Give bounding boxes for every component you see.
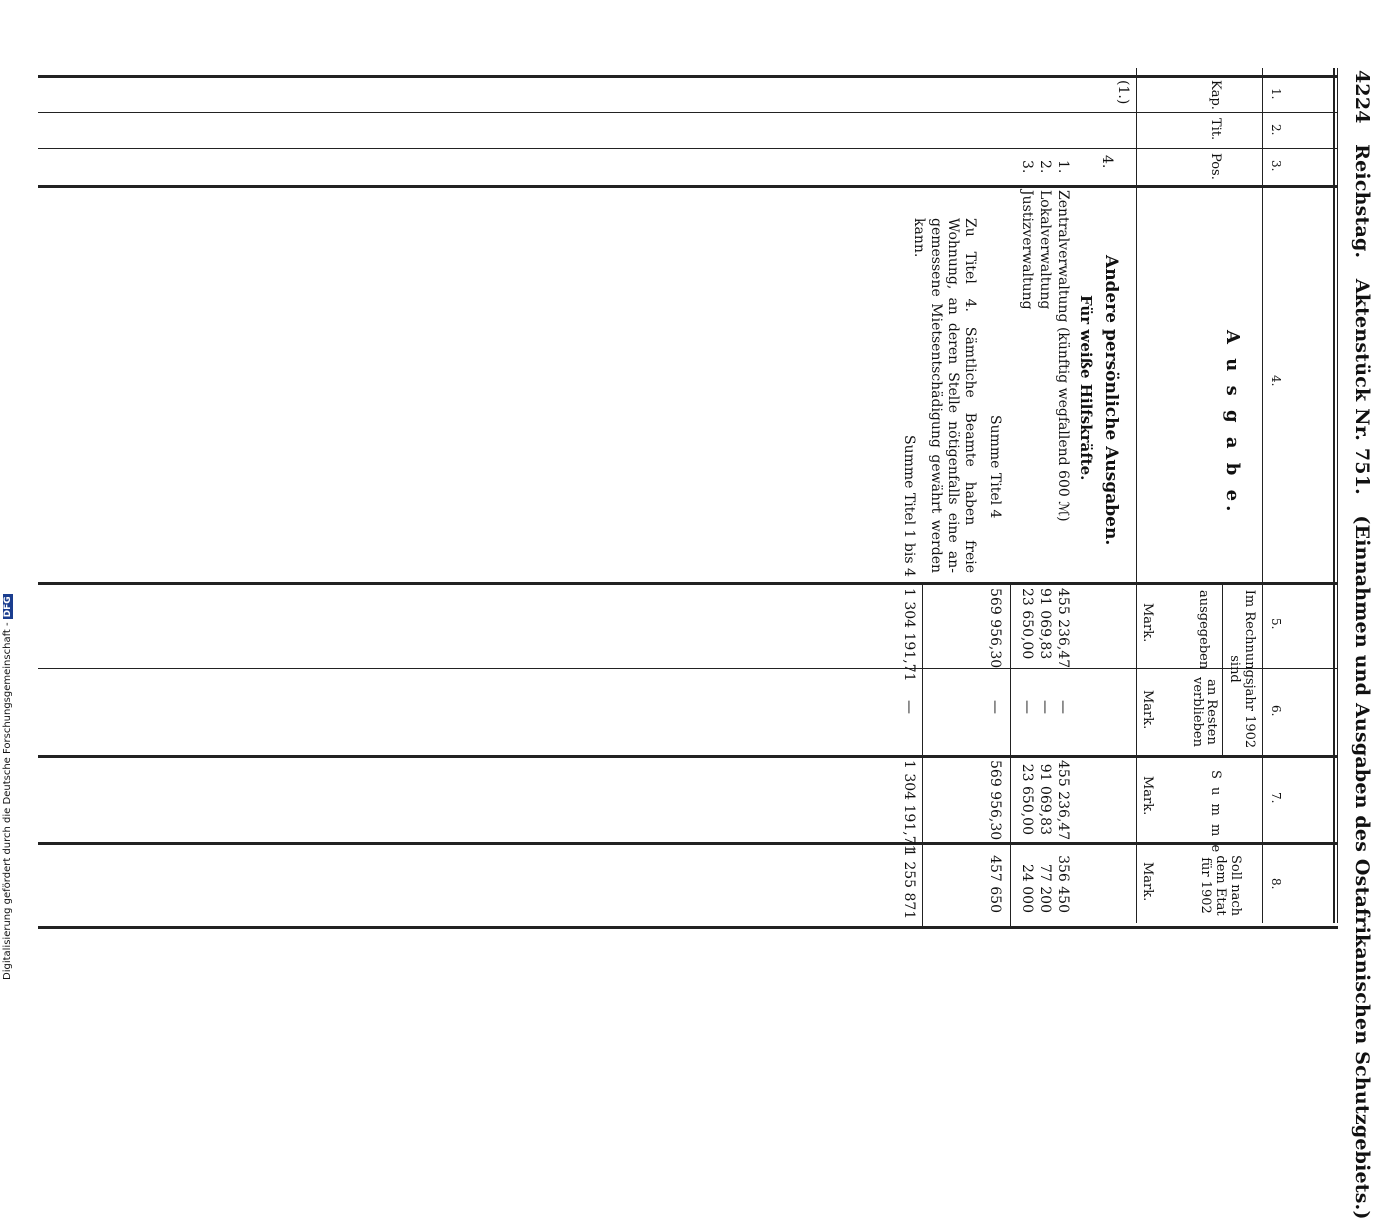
total-title4-summe: 569 956,30 bbox=[987, 760, 1003, 841]
row-3-ausgegeben: 23 650,00 bbox=[1019, 588, 1035, 660]
colnum-7: 7. bbox=[1269, 792, 1283, 804]
col-border-2 bbox=[38, 112, 1338, 113]
total-title4-ausgegeben: 569 956,30 bbox=[987, 588, 1003, 669]
row-1-text: Zentralverwaltung (künftig wegfallend 600 ℳ) bbox=[1055, 190, 1071, 522]
header-summe: S u m m e bbox=[1208, 770, 1223, 855]
header-mark-6: Mark. bbox=[1140, 690, 1155, 730]
dfg-logo: DFG bbox=[3, 596, 13, 618]
col-border-3 bbox=[38, 148, 1338, 149]
total-title4-label: Summe Titel 4 bbox=[987, 415, 1003, 519]
titel-number: 4. bbox=[1099, 155, 1115, 169]
total-1-4-soll: 1 255 871 bbox=[901, 848, 917, 920]
row-1-ausgegeben: 455 236,47 bbox=[1055, 588, 1071, 669]
section-subheading: Für weiße Hilfskräfte. bbox=[1077, 295, 1095, 481]
col-border-5 bbox=[38, 582, 1338, 585]
col-border-9 bbox=[38, 926, 1338, 929]
header-an-resten: an Resten verblieben bbox=[1190, 677, 1219, 747]
header-rechnungsjahr: Im Rechnungsjahr 1902 sind bbox=[1227, 589, 1257, 749]
header-rule bbox=[1136, 68, 1137, 923]
header-tit: Tit. bbox=[1208, 118, 1223, 141]
row-2-soll: 77 200 bbox=[1037, 864, 1053, 913]
row-2-text: Lokalverwaltung bbox=[1037, 190, 1053, 310]
col-border-1 bbox=[38, 75, 1338, 78]
row-2-reste: — bbox=[1037, 700, 1053, 714]
total-1-4-label: Summe Titel 1 bis 4 bbox=[901, 435, 917, 577]
running-head bbox=[1351, 70, 1373, 1220]
head-rule-double bbox=[1333, 68, 1335, 923]
col-border-8 bbox=[38, 842, 1338, 845]
source-name: Reichstag. bbox=[1351, 144, 1373, 259]
row-3-text: Justizverwaltung bbox=[1019, 190, 1035, 310]
credit-text: Digitalisierung gefördert durch die Deutsche Forschungsgemeinschaft - bbox=[2, 622, 13, 980]
sum-rule-1 bbox=[1010, 582, 1011, 926]
header-soll: Soll nach dem Etat für 1902 bbox=[1198, 855, 1243, 916]
col-border-7 bbox=[38, 755, 1338, 758]
colnum-6: 6. bbox=[1269, 705, 1283, 717]
total-title4-reste: — bbox=[987, 700, 1003, 714]
header-mark-5: Mark. bbox=[1140, 603, 1155, 643]
document-title: (Einnahmen und Ausgaben des Ostafrikanischen Schutzgebiets.) bbox=[1351, 515, 1373, 1220]
row-1-pos: 1. bbox=[1055, 160, 1071, 174]
row-3-soll: 24 000 bbox=[1019, 864, 1035, 913]
header-mark-7: Mark. bbox=[1140, 776, 1155, 816]
row-2-pos: 2. bbox=[1037, 160, 1053, 174]
colnum-2: 2. bbox=[1269, 124, 1283, 136]
page-number: 4224 bbox=[1351, 70, 1373, 124]
colnum-1: 1. bbox=[1269, 88, 1283, 100]
row-2-summe: 91 069,83 bbox=[1037, 763, 1053, 835]
header-kap: Kap. bbox=[1208, 80, 1223, 110]
col-border-4 bbox=[38, 185, 1338, 188]
row-3-reste: — bbox=[1019, 700, 1035, 714]
header-ausgegeben: ausgegeben bbox=[1196, 590, 1211, 670]
colnum-8: 8. bbox=[1269, 878, 1283, 890]
header-mark-8: Mark. bbox=[1140, 862, 1155, 902]
row-2-ausgegeben: 91 069,83 bbox=[1037, 588, 1053, 660]
header-pos: Pos. bbox=[1208, 153, 1223, 180]
col-border-6 bbox=[38, 668, 1338, 669]
row-1-reste: — bbox=[1055, 700, 1071, 714]
total-1-4-reste: — bbox=[901, 700, 917, 714]
colnum-rule bbox=[1262, 68, 1263, 923]
note-title4: Zu Titel 4. Sämtliche Beamte haben freie Wohnung, an deren Stelle nötigenfalls eine an-gemessene Mietsentschädigung gewährt werden kann. bbox=[911, 218, 978, 573]
total-1-4-summe: 1 304 191,71 bbox=[901, 760, 917, 854]
total-title4-soll: 457 650 bbox=[987, 855, 1003, 913]
section-heading: Andere persönliche Ausgaben. bbox=[1101, 255, 1121, 546]
row-1-summe: 455 236,47 bbox=[1055, 760, 1071, 841]
colnum-5: 5. bbox=[1269, 618, 1283, 630]
head-rule bbox=[1337, 68, 1338, 923]
colnum-4: 4. bbox=[1269, 375, 1283, 387]
sum-rule-2 bbox=[922, 582, 923, 926]
kap-ref: (1.) bbox=[1115, 80, 1131, 105]
document-number: Aktenstück Nr. 751. bbox=[1351, 278, 1373, 495]
row-3-pos: 3. bbox=[1019, 160, 1035, 174]
row-1-soll: 356 450 bbox=[1055, 855, 1071, 913]
colnum-3: 3. bbox=[1269, 160, 1283, 172]
header-ausgabe: A u s g a b e. bbox=[1222, 330, 1243, 516]
total-1-4-ausgegeben: 1 304 191,71 bbox=[901, 588, 917, 682]
subheader-rule bbox=[1222, 582, 1223, 755]
row-3-summe: 23 650,00 bbox=[1019, 763, 1035, 835]
